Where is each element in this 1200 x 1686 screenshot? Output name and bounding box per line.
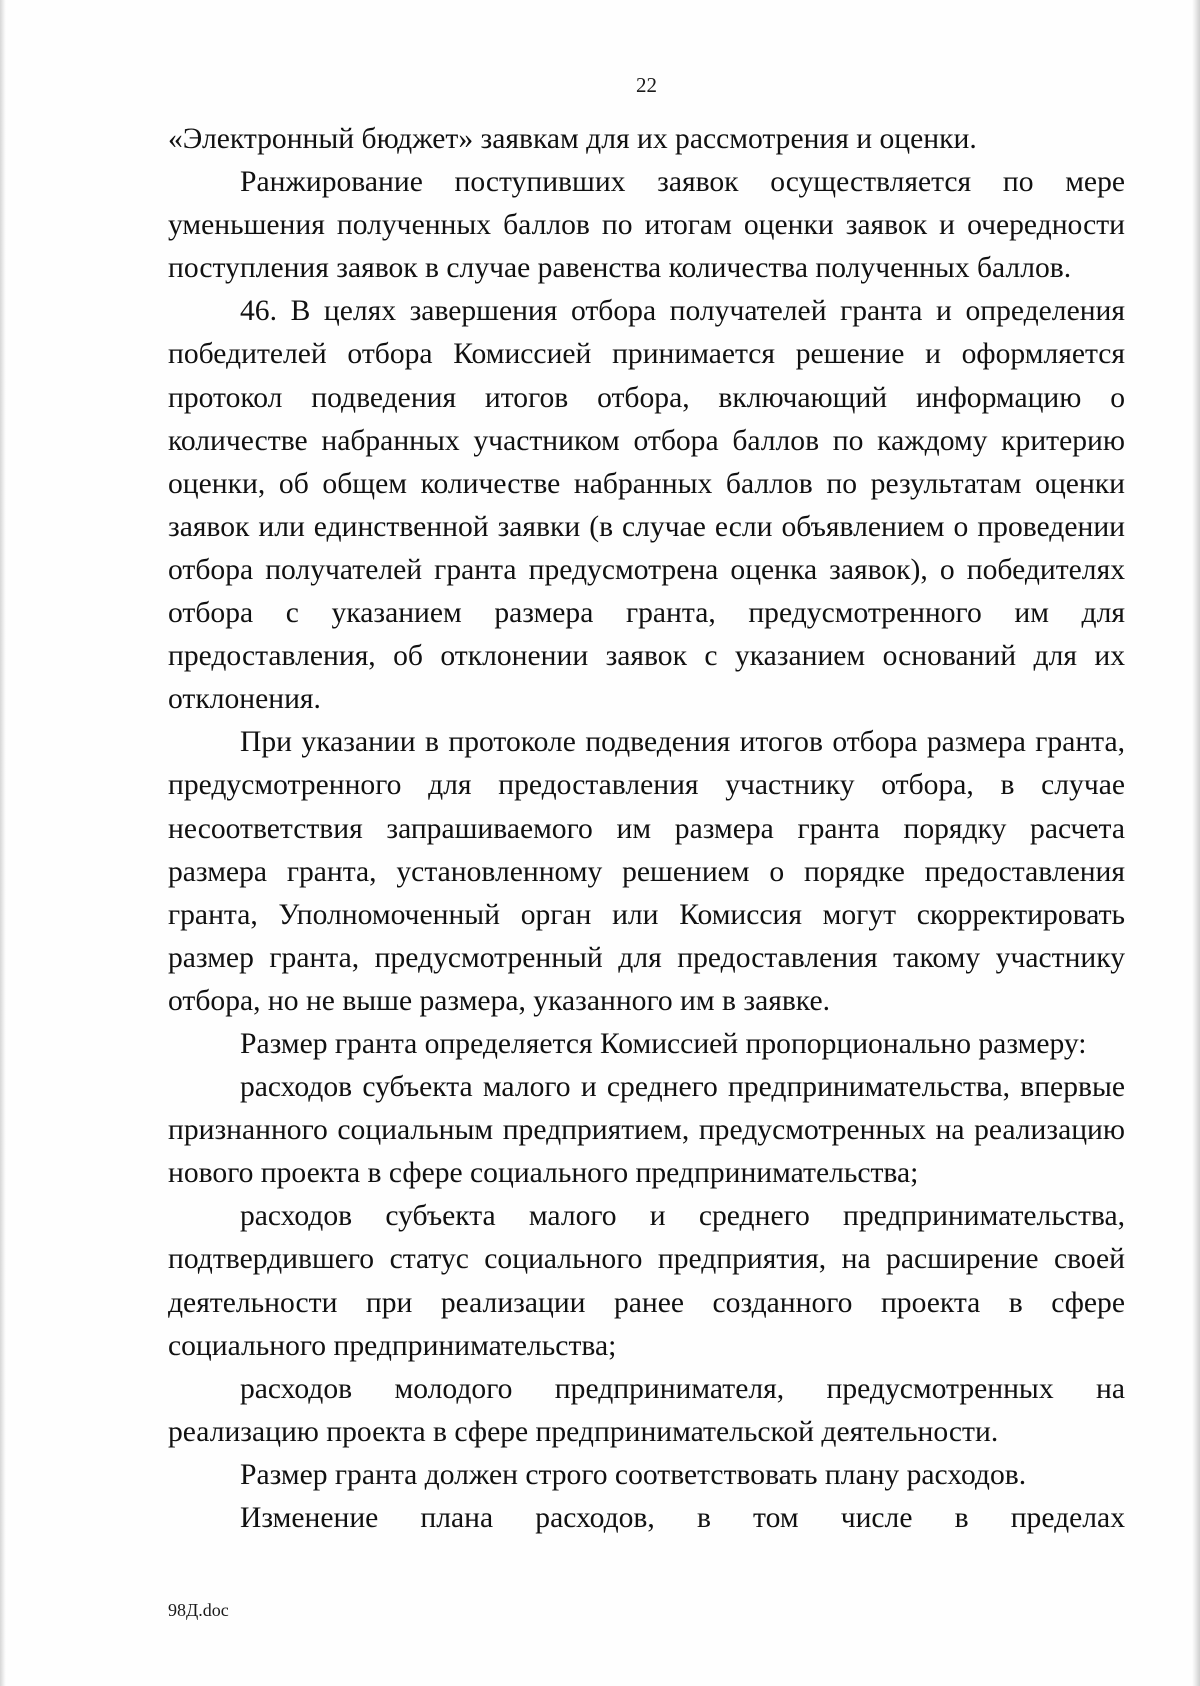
- paragraph-expenses-young-entrepreneur: расходов молодого предпринимателя, предусмотренных на реализацию проекта в сфере предпринимательской деятельности.: [168, 1372, 1125, 1448]
- paragraph-grant-size: Размер гранта определяется Комиссией пропорционально размеру:: [240, 1027, 1087, 1060]
- paragraph-ranking: Ранжирование поступивших заявок осуществляется по мере уменьшения полученных баллов по итогам оценки заявок и очередности поступления заявок в случае равенства количества полученных баллов.: [168, 166, 1125, 285]
- paragraph-protocol-correction: При указании в протоколе подведения итогов отбора размера гранта, предусмотренного для предоставления участнику отбора, в случае несоответствия запрашиваемого им размера гранта порядку расчета размера гранта, установленному решением о порядке предоставления гранта, Уполномоченный орган или Комиссия могут скорректировать размер гранта, предусмотренный для предоставления такому участнику отбора, но не выше размера, указанного им в заявке.: [168, 726, 1125, 1017]
- paragraph-expenses-new-social: расходов субъекта малого и среднего предпринимательства, впервые признанного социальным предприятием, предусмотренных на реализацию нового проекта в сфере социального предпринимательства;: [168, 1071, 1125, 1190]
- page-number: 22: [636, 73, 657, 97]
- paragraph-continuation: «Электронный бюджет» заявкам для их рассмотрения и оценки.: [168, 123, 977, 155]
- paragraph-46: 46. В целях завершения отбора получателей гранта и определения победителей отбора Комиссией принимается решение и оформляется протокол подведения итогов отбора, включающий информацию о количестве набранных участником отбора баллов по каждому критерию оценки, об общем количестве набранных баллов по результатам оценки заявок или единственной заявки (в случае если объявлением о проведении отбора получателей гранта предусмотрена оценка заявок), о победителях отбора с указанием размера гранта, предусмотренного им для предоставления, об отклонении заявок с указанием оснований для их отклонения.: [168, 295, 1125, 716]
- paragraph-expenses-confirmed-social: расходов субъекта малого и среднего предпринимательства, подтвердившего статус социального предприятия, на расширение своей деятельности при реализации ранее созданного проекта в сфере социального предпринимательства;: [168, 1200, 1125, 1362]
- scan-edge-left: [0, 0, 6, 1686]
- paragraph-plan-change: Изменение плана расходов, в том числе в пределах: [240, 1502, 1125, 1534]
- paragraph-plan-compliance: Размер гранта должен строго соответствовать плану расходов.: [240, 1458, 1027, 1491]
- footer-filename: 98Д.doc: [168, 1600, 229, 1620]
- scan-edge-right: [1192, 0, 1200, 1686]
- document-body: [168, 118, 1125, 1540]
